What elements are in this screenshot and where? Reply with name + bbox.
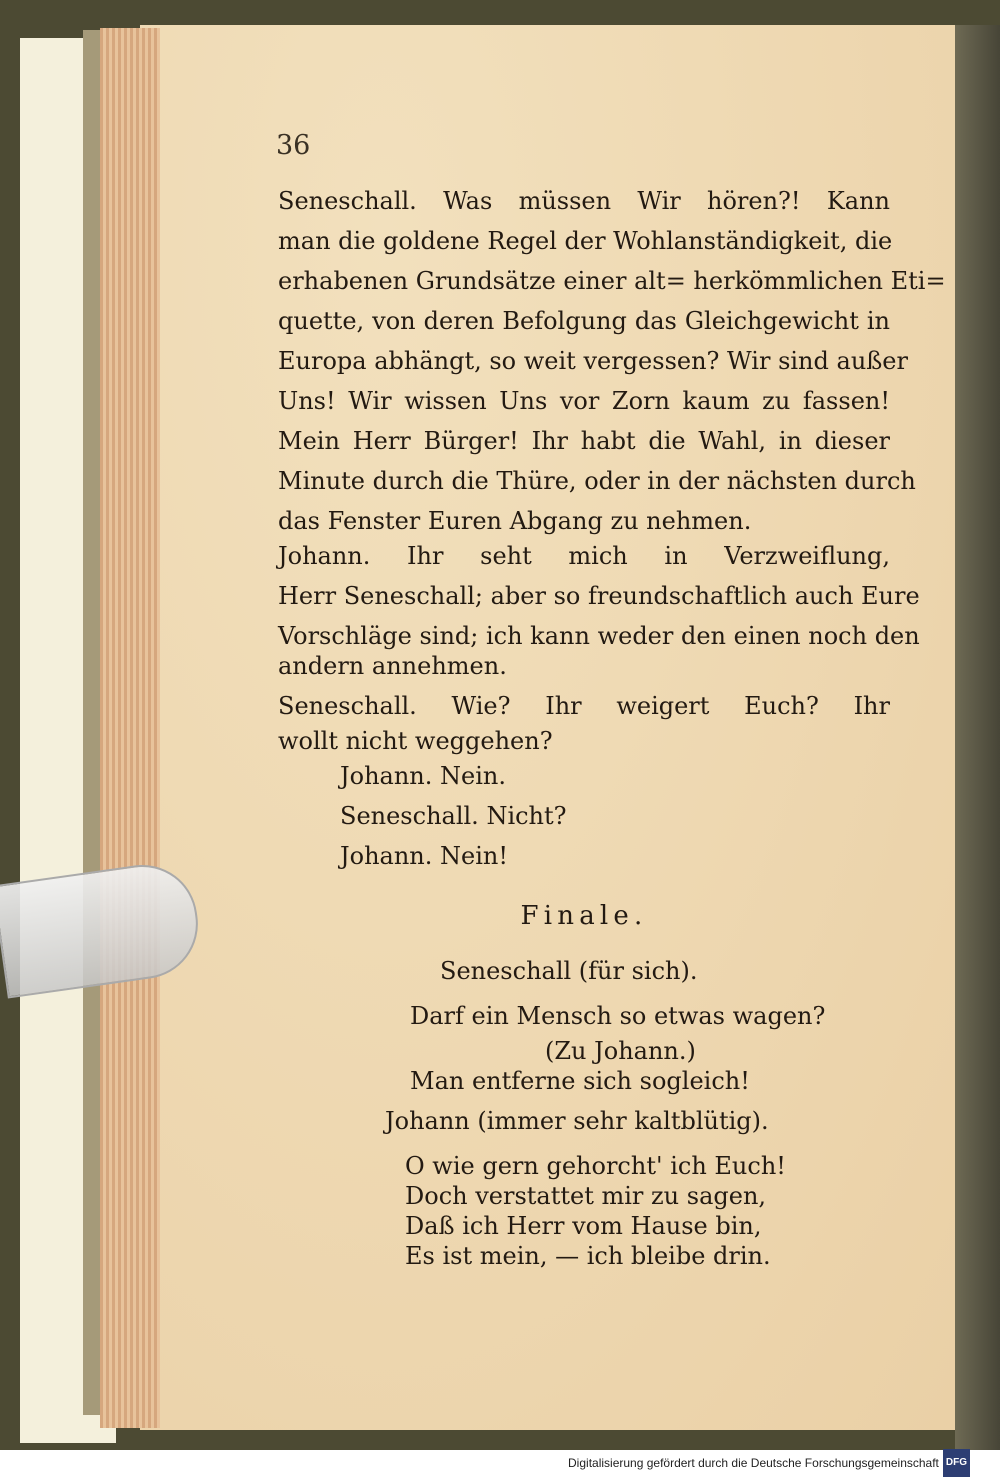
text-line: Johann. Nein! <box>340 842 508 870</box>
text-line: Uns! Wir wissen Uns vor Zorn kaum zu fassen! <box>278 387 890 415</box>
footer-credit <box>568 1450 970 1476</box>
text-line: Mein Herr Bürger! Ihr habt die Wahl, in dieser <box>278 427 890 455</box>
text-line: quette, von deren Befolgung das Gleichgewicht in <box>278 307 890 335</box>
speaker-line: Seneschall (für sich). <box>440 957 698 985</box>
text-line: erhabenen Grundsätze einer alt= herkömmlichen Eti= <box>278 267 946 295</box>
text-line: Johann. Nein. <box>340 762 506 790</box>
text-line: Herr Seneschall; aber so freundschaftlich auch Eure <box>278 582 920 610</box>
text-line: Seneschall. Was müssen Wir hören?! Kann <box>278 187 890 215</box>
text-line: wollt nicht weggehen? <box>278 727 553 755</box>
verse-line: Doch verstattet mir zu sagen, <box>405 1182 767 1210</box>
gutter-shadow <box>955 25 1000 1450</box>
text-line: Vorschläge sind; ich kann weder den einen noch den <box>278 622 920 650</box>
text-line: andern annehmen. <box>278 652 507 680</box>
verse-line: Es ist mein, — ich bleibe drin. <box>405 1242 771 1270</box>
stage-direction: (Zu Johann.) <box>545 1037 696 1065</box>
verse-line: Daß ich Herr vom Hause bin, <box>405 1212 762 1240</box>
text-line: das Fenster Euren Abgang zu nehmen. <box>278 507 752 535</box>
text-line: man die goldene Regel der Wohlanständigkeit, die <box>278 227 893 255</box>
verse-line: Man entferne sich sogleich! <box>410 1067 750 1095</box>
verse-line: Darf ein Mensch so etwas wagen? <box>410 1002 826 1030</box>
section-heading: Finale. <box>520 901 648 931</box>
text-line: Seneschall. Wie? Ihr weigert Euch? Ihr <box>278 692 890 720</box>
page-edges <box>100 28 160 1428</box>
dfg-logo: DFG <box>943 1449 970 1477</box>
text-line: Europa abhängt, so weit vergessen? Wir sind außer <box>278 347 908 375</box>
speaker-line: Johann (immer sehr kaltblütig). <box>385 1107 769 1135</box>
text-line: Seneschall. Nicht? <box>340 802 567 830</box>
text-line: Minute durch die Thüre, oder in der nächsten durch <box>278 467 916 495</box>
page-number: 36 <box>276 130 311 161</box>
text-line: Johann. Ihr seht mich in Verzweiflung, <box>278 542 890 570</box>
verse-line: O wie gern gehorcht' ich Euch! <box>405 1152 786 1180</box>
credit-text: Digitalisierung gefördert durch die Deutsche Forschungsgemeinschaft <box>568 1456 939 1470</box>
